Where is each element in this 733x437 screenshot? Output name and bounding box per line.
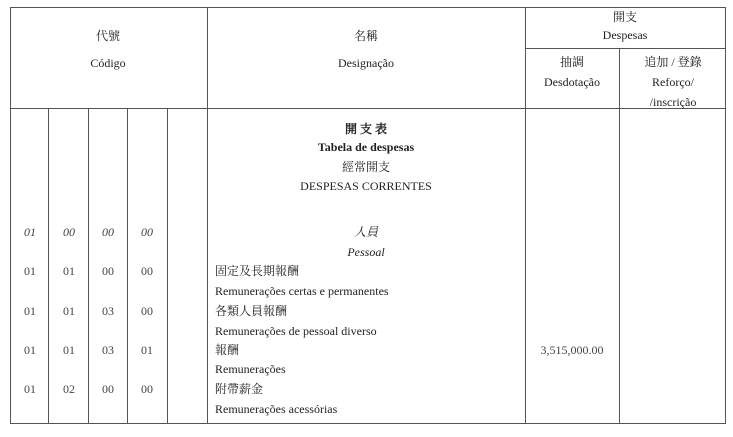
row-0-designacao-pt: Pessoal	[347, 245, 385, 259]
reforco-header-zh: 追加 / 登錄	[644, 55, 702, 69]
row-3-code-4: 01	[141, 343, 153, 357]
row-3-code-2: 01	[63, 343, 75, 357]
col-divider-reforco	[619, 48, 620, 424]
row-0-code-2: 00	[63, 225, 75, 239]
row-0-code-1: 01	[24, 225, 36, 239]
col-divider-desdotacao	[525, 7, 526, 424]
despesas-header-pt: Despesas	[602, 28, 648, 42]
section-sub-zh: 經常開支	[341, 160, 391, 174]
col-divider-designacao	[207, 7, 208, 424]
row-4-code-2: 02	[63, 382, 75, 396]
row-3-code-3: 03	[102, 343, 114, 357]
row-3-designacao-zh: 報酬	[215, 343, 240, 357]
row-1-code-4: 00	[141, 264, 153, 278]
desdotacao-header-zh: 抽調	[559, 55, 585, 69]
row-4-designacao-pt: Remunerações acessórias	[215, 402, 338, 416]
budget-table	[10, 7, 726, 424]
row-2-code-2: 01	[63, 304, 75, 318]
reforco-header-pt2: /inscrição	[649, 95, 697, 109]
row-1-designacao-pt: Remunerações certas e permanentes	[215, 284, 389, 298]
row-1-code-1: 01	[24, 264, 36, 278]
row-0-code-3: 00	[102, 225, 114, 239]
row-2-designacao-pt: Remunerações de pessoal diverso	[215, 324, 377, 338]
despesas-divider	[525, 48, 726, 49]
code-divider-1	[48, 108, 49, 424]
row-4-designacao-zh: 附帶薪金	[215, 382, 264, 396]
row-0-code-4: 00	[141, 225, 153, 239]
row-4-code-4: 00	[141, 382, 153, 396]
row-1-code-2: 01	[63, 264, 75, 278]
code-divider-4	[167, 108, 168, 424]
codigo-header-zh: 代號	[95, 29, 121, 43]
row-3-designacao-pt: Remunerações	[215, 362, 286, 376]
row-2-code-4: 00	[141, 304, 153, 318]
desdotacao-header-pt: Desdotação	[544, 75, 600, 89]
designacao-header-zh: 名稱	[353, 29, 379, 43]
codigo-header-pt: Código	[90, 56, 126, 70]
row-2-designacao-zh: 各類人員報酬	[215, 304, 288, 318]
code-divider-3	[127, 108, 128, 424]
row-4-code-1: 01	[24, 382, 36, 396]
row-3-code-1: 01	[24, 343, 36, 357]
despesas-header-zh: 開支	[612, 10, 638, 24]
section-sub-pt: DESPESAS CORRENTES	[300, 179, 432, 193]
row-4-code-3: 00	[102, 382, 114, 396]
section-title-zh: 開 支 表	[344, 122, 388, 136]
row-2-code-3: 03	[102, 304, 114, 318]
designacao-header-pt: Designação	[338, 56, 394, 70]
code-divider-2	[88, 108, 89, 424]
row-1-code-3: 00	[102, 264, 114, 278]
row-1-designacao-zh: 固定及長期報酬	[215, 264, 300, 278]
section-title-pt: Tabela de despesas	[317, 140, 415, 154]
reforco-header-pt1: Reforço/	[652, 75, 694, 89]
row-3-desdotacao-value: 3,515,000.00	[540, 343, 604, 357]
row-0-designacao-zh: 人員	[353, 225, 379, 239]
row-2-code-1: 01	[24, 304, 36, 318]
